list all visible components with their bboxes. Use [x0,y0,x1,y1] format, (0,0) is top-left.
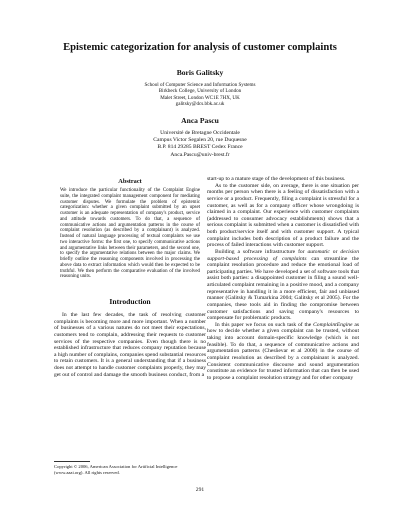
italic-term: ComplaintEngine [313,321,353,328]
affiliation-line: B.P. 814 29285 BREST Cedex France [157,144,243,151]
italic-term: automatic [307,248,330,255]
abstract-text: We introduce the particular functionality of the Complaint Engine suite, the integrated complaint management component for mediating customer disputes. We formulate the problem of epistemic categorization: whether a given complaint submitted by an upset customer is an adequate representation of company's product, service and attitude towards customers. To do that, a sequence of communicative actions and argumentation patterns in the course of complaint resolution (as described by a complainant) is analyzed. Instead of natural language processing of textual complaints we use two interactive forms: the first one, to specify communicative actions and argumentative links between their parameters, and the second one, to specify the argumentative relations between the major claims. We briefly outline the reasoning components involved in processing the above data to extract information which would then be expected to be truthful. We then perform the comparative evaluation of the involved reasoning units. [60,188,200,280]
text-run: can streamline the complaint resolution procedure and reduce the emotional load of participating parties. We have developed a set of software tools that assist both parties: a disappointed customer in filing a sound well-articulated complaint remaining in a positive mood, and a company representative in handling it in a more efficient, fair and unbiased manner (Galitsky & Tumarkina 2004; Galitsky et al 2005). For the companies, these tools aid in finding the compromise between customer satisfactions and saving company's resources to compensate for problematic products. [207,255,360,322]
text-run: or [329,248,341,255]
body-paragraph [207,183,359,249]
affiliation-line: School of Computer Science and Information Systems [144,82,256,88]
affiliation-line: Malet Street, London WC1E 7HX, UK [160,94,240,101]
continuation-text: start-up to a mature stage of the development of this business. [207,176,346,182]
author-affiliation-2 [0,130,400,159]
abstract-heading: Abstract [118,178,142,185]
affiliation-line: Campus Victor Segalen 20, rue Duquesne [153,137,247,144]
author-email: galitsky@dcs.bbk.ac.uk [175,100,225,107]
copyright-notice: Copyright © 2006, American Association for Artificial Intelligence (www.aaai.org). All rights reserved. [54,464,178,475]
affiliation-line: Université de Bretagne Occidentale [160,130,240,136]
text-run: as how to decide whether a given complaint can be trusted, without taking into account domain-specific knowledge (which is not feasible). To do that, a sequence of communicative actions and argumentation patterns (Chesñevar et al 2000) in the course of complaint resolution as described by a complainant is analyzed. Consistent communicative discourse and sound argumentation constitute an evidence for trusted information that can then be used to propose a complaint resolution strategy and for other company [207,321,359,381]
author-email: Anca.Pascu@univ-brest.fr [170,151,230,158]
left-column [54,178,206,378]
author-name-2: Anca Pascu [181,116,219,125]
author-name-1: Boris Galitsky [176,68,224,77]
right-column [207,176,359,381]
right-column-paragraphs [207,183,359,382]
affiliation-line: Birkbeck College, University of London [158,88,242,95]
introduction-paragraph: In the last few decades, the task of resolving customer complaints is becoming more and more important. When a number of businesses of a various natures do not meet their expectations, customers tend to complain, addressing their requests to customer services of the respective companies. Even though there is no established infrastructure that reduces company reputation because a high number of complains, companies spend substantial resources to retain customers. It is a general understanding that if a business does not attempt to handle customer complaints properly, they may get out of control and damage the smooth business conduct, from a [54,312,206,378]
text-run: As to the customer side, on average, there is one situation per months per person when there is a feeling of dissatisfaction with a service or a product. Frequently, filing a complaint is stressful for a customer, as well as for a company officer whose wrongdoing is claimed in a complaint. Our experience with customer complaints (addressed to consumer advocacy establishments) shows that a serious complaint is submitted when a customer is dissatisfied with both product/service itself and with customer support. A typical complaint includes both description of a product failure and the process of failed interactions with customer support. [207,182,359,249]
author-affiliation-1 [0,82,400,107]
introduction-heading: Introduction [109,297,151,306]
text-run: Building a software infrastructure for [215,248,308,255]
paper-title: Epistemic categorization for analysis of customer complaints [63,42,337,53]
page-number: 291 [195,487,205,493]
body-paragraph [207,249,359,322]
text-run: In this paper we focus on such task of the [215,321,314,328]
footnote-rule [54,461,90,462]
italic-term: decision support-based processing of complaints [207,248,359,262]
body-paragraph [207,322,359,382]
